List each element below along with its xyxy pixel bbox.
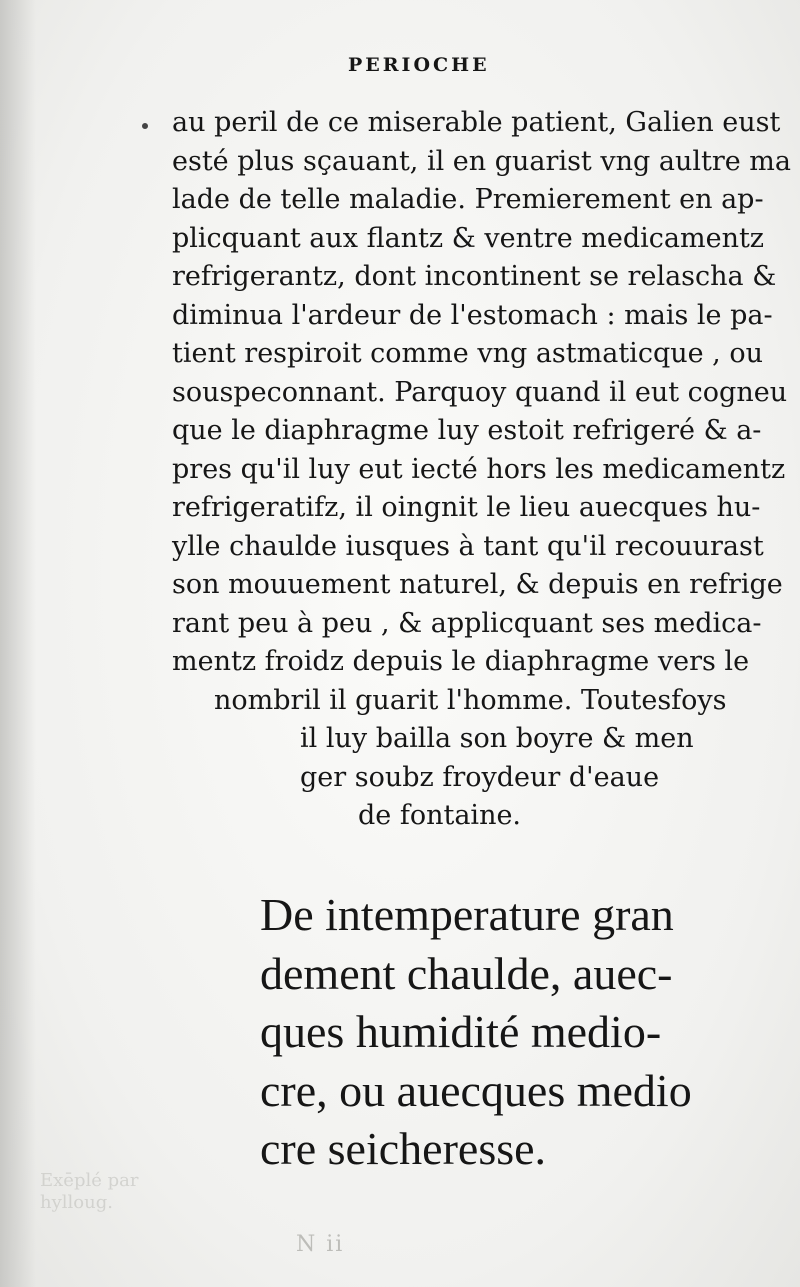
- text-line: il luy bailla son boyre & men: [300, 723, 694, 754]
- heading-line: dement chaulde, auec-: [260, 947, 673, 999]
- text-line: rant peu à peu , & applicquant ses medica-: [172, 607, 762, 639]
- gutter-shadow: [0, 0, 36, 1287]
- section-heading: [260, 886, 780, 1179]
- text-line: pres qu'il luy eut iecté hors les medicamentz: [172, 453, 786, 485]
- text-line: ylle chaulde iusques à tant qu'il recouurast: [172, 530, 764, 562]
- running-title: PERIOCHE: [348, 54, 490, 76]
- bleed-line: hylloug.: [40, 1192, 113, 1213]
- text-line: plicquant aux flantz & ventre medicamentz: [172, 222, 765, 254]
- signature-mark: N ii: [296, 1232, 345, 1257]
- text-line: tient respiroit comme vng astmaticque , ou: [172, 338, 763, 369]
- text-line: refrigerantz, dont incontinent se relascha &: [172, 261, 777, 292]
- body-text: [172, 104, 792, 836]
- text-line: refrigeratifz, il oingnit le lieu auecques hu-: [172, 492, 761, 523]
- text-line: nombril il guarit l'homme. Toutesfoys: [214, 684, 727, 716]
- text-line: au peril de ce miserable patient, Galien eust: [172, 107, 781, 138]
- bleed-through-text: [40, 1170, 340, 1214]
- text-line: son mouuement naturel, & depuis en refrige: [172, 569, 783, 600]
- text-line: que le diaphragme luy estoit refrigeré & a-: [172, 415, 762, 446]
- text-line: lade de telle maladie. Premierement en ap-: [172, 184, 764, 215]
- text-line: mentz froidz depuis le diaphragme vers le: [172, 646, 750, 677]
- heading-line: cre seicheresse.: [260, 1123, 547, 1174]
- heading-line: De intemperature gran: [260, 889, 674, 940]
- text-line: de fontaine.: [358, 800, 522, 831]
- bleed-line: Exēplé par: [40, 1170, 139, 1191]
- text-line: ger soubz froydeur d'eaue: [300, 761, 660, 793]
- heading-line: ques humidité medio-: [260, 1006, 662, 1057]
- text-line: souspeconnant. Parquoy quand il eut cogneu: [172, 376, 788, 408]
- text-line: esté plus sçauant, il en guarist vng aultre ma: [172, 145, 792, 177]
- margin-dot: [142, 123, 148, 129]
- heading-line: cre, ou auecques medio: [260, 1064, 692, 1116]
- text-line: diminua l'ardeur de l'estomach : mais le pa-: [172, 299, 773, 331]
